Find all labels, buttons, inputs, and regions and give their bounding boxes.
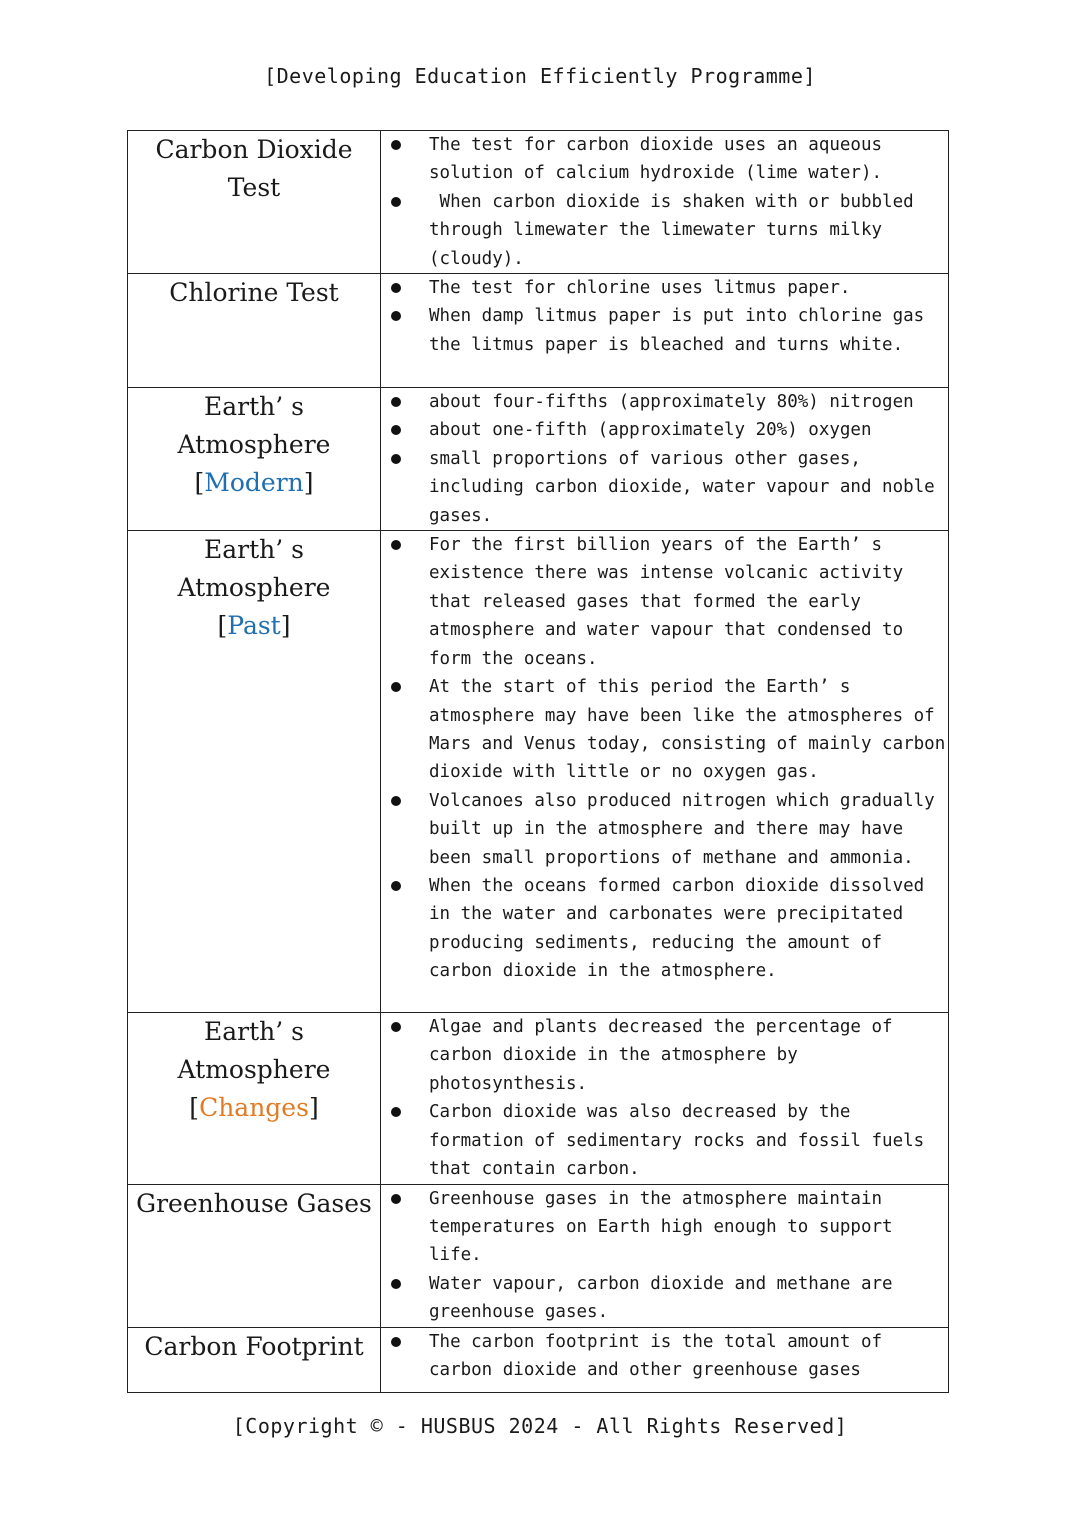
list-item: Algae and plants decreased the percentage of carbon dioxide in the atmosphere by photosynthesis.: [381, 1013, 948, 1098]
list-item: For the first billion years of the Earth’ s existence there was intense volcanic activity that released gases that formed the early atmosphere and water vapour that condensed to form the oceans.: [381, 531, 948, 673]
table-row: [128, 1013, 949, 1184]
bullet-icon: [391, 1337, 401, 1347]
topic-line: Earth’ s: [204, 392, 304, 422]
table-row: [128, 274, 949, 388]
table-row: [128, 131, 949, 274]
page-header: [Developing Education Efficiently Programme]: [264, 64, 816, 88]
topic-tag: [Changes]: [189, 1093, 319, 1123]
topic-line: Atmosphere: [177, 573, 331, 603]
bullet-icon: [391, 397, 401, 407]
bullet-icon: [391, 140, 401, 150]
notes-table: [127, 130, 949, 1393]
bullet-icon: [391, 1107, 401, 1117]
bullet-icon: [391, 311, 401, 321]
list-item: Greenhouse gases in the atmosphere maintain temperatures on Earth high enough to support life.: [381, 1185, 948, 1270]
notes-cell: [381, 1184, 949, 1327]
topic-cell: [128, 274, 381, 388]
list-item: Volcanoes also produced nitrogen which gradually built up in the atmosphere and there may have been small proportions of methane and ammonia.: [381, 787, 948, 872]
list-item: Water vapour, carbon dioxide and methane are greenhouse gases.: [381, 1270, 948, 1327]
topic-tag: [Modern]: [194, 468, 314, 498]
bullet-icon: [391, 1279, 401, 1289]
topic-cell: [128, 1327, 381, 1392]
topic-line: Greenhouse Gases: [136, 1188, 372, 1218]
list-item: At the start of this period the Earth’ s atmosphere may have been like the atmospheres of Mars and Venus today, consisting of mainly carbon dioxide with little or no oxygen gas.: [381, 673, 948, 787]
topic-cell: [128, 1184, 381, 1327]
list-item: The test for chlorine uses litmus paper.: [381, 274, 948, 302]
list-item: about four-fifths (approximately 80%) nitrogen: [381, 388, 948, 416]
bullet-icon: [391, 283, 401, 293]
notes-cell: [381, 131, 949, 274]
topic-line: Earth’ s: [204, 535, 304, 565]
list-item: The test for carbon dioxide uses an aqueous solution of calcium hydroxide (lime water).: [381, 131, 948, 188]
bullet-icon: [391, 197, 401, 207]
bullet-icon: [391, 881, 401, 891]
topic-cell: [128, 1013, 381, 1184]
topic-line: Atmosphere: [177, 1055, 331, 1085]
bullet-icon: [391, 1194, 401, 1204]
notes-cell: [381, 1013, 949, 1184]
topic-line: Carbon Dioxide: [155, 135, 353, 164]
table-row: [128, 1184, 949, 1327]
bullet-icon: [391, 796, 401, 806]
bullet-icon: [391, 454, 401, 464]
list-item: When carbon dioxide is shaken with or bubbled through limewater the limewater turns milky (cloudy).: [381, 188, 948, 273]
bullet-icon: [391, 425, 401, 435]
table-row: [128, 531, 949, 1013]
table-row: [128, 388, 949, 531]
topic-line: Carbon Footprint: [144, 1331, 364, 1361]
list-item: Carbon dioxide was also decreased by the formation of sedimentary rocks and fossil fuels that contain carbon.: [381, 1098, 948, 1183]
topic-line: Test: [227, 173, 281, 202]
list-item: When the oceans formed carbon dioxide dissolved in the water and carbonates were precipitated producing sediments, reducing the amount of carbon dioxide in the atmosphere.: [381, 872, 948, 986]
notes-cell: [381, 388, 949, 531]
topic-cell: [128, 388, 381, 531]
bullet-icon: [391, 682, 401, 692]
page-footer: [Copyright © - HUSBUS 2024 - All Rights Reserved]: [232, 1414, 848, 1438]
tag-past: Past: [227, 611, 281, 641]
notes-cell: [381, 531, 949, 1013]
topic-cell: [128, 131, 381, 274]
list-item: small proportions of various other gases, including carbon dioxide, water vapour and noble gases.: [381, 445, 948, 530]
table-row: [128, 1327, 949, 1392]
bullet-icon: [391, 1022, 401, 1032]
topic-line: Earth’ s: [204, 1017, 304, 1047]
topic-cell: [128, 531, 381, 1013]
topic-line: Chlorine Test: [169, 278, 339, 308]
notes-cell: [381, 274, 949, 388]
notes-cell: [381, 1327, 949, 1392]
list-item: The carbon footprint is the total amount of carbon dioxide and other greenhouse gases: [381, 1328, 948, 1385]
tag-changes: Changes: [199, 1093, 309, 1123]
topic-tag: [Past]: [217, 611, 291, 641]
list-item: about one-fifth (approximately 20%) oxygen: [381, 416, 948, 444]
tag-modern: Modern: [204, 468, 304, 498]
topic-line: Atmosphere: [177, 430, 331, 460]
list-item: When damp litmus paper is put into chlorine gas the litmus paper is bleached and turns white.: [381, 302, 948, 359]
bullet-icon: [391, 540, 401, 550]
